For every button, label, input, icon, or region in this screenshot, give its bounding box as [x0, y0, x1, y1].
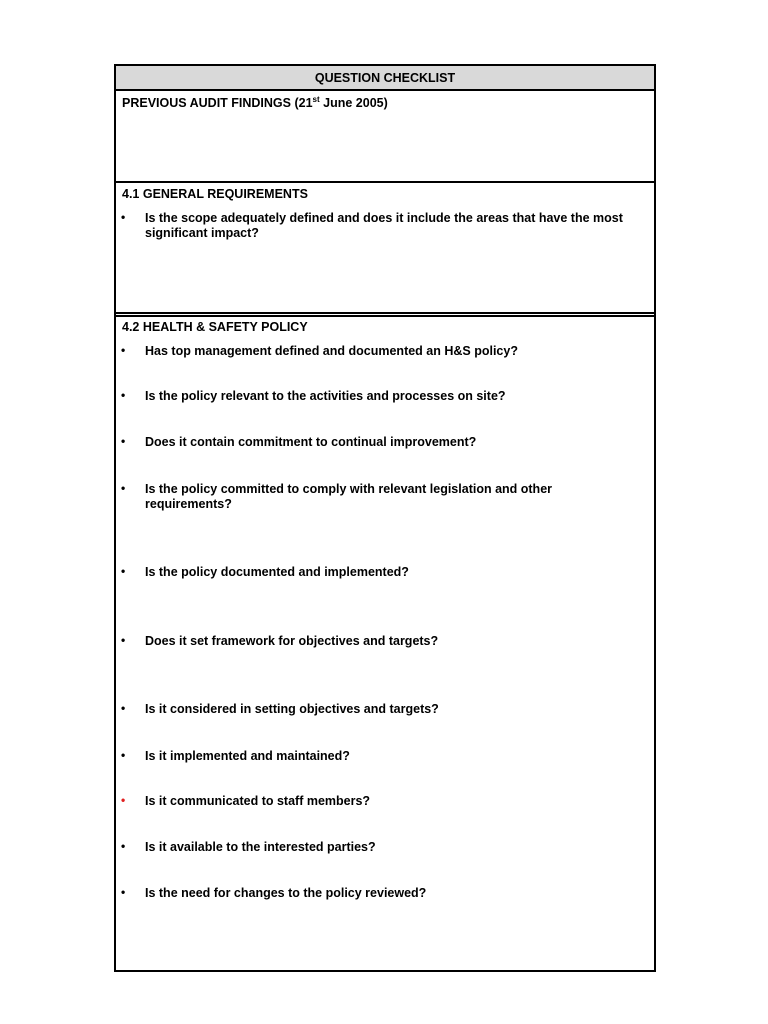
- bullet-icon: •: [121, 210, 126, 224]
- bullet-icon: •: [121, 748, 126, 762]
- checklist-title: QUESTION CHECKLIST: [116, 66, 654, 91]
- previous-audit-findings-section: [116, 91, 654, 183]
- question-text: Does it contain commitment to continual improvement?: [145, 435, 477, 449]
- audit-heading-sup: st: [312, 95, 320, 104]
- question-text: Is it implemented and maintained?: [145, 749, 350, 763]
- bullet-icon: •: [121, 388, 126, 402]
- bullet-icon: •: [121, 481, 126, 495]
- question-checklist-table: [114, 64, 656, 972]
- question-text: Has top management defined and documented an H&S policy?: [145, 344, 518, 358]
- bullet-icon: •: [121, 564, 126, 578]
- question-text: Is it considered in setting objectives and targets?: [145, 702, 439, 716]
- question-text: Is the need for changes to the policy reviewed?: [145, 886, 427, 900]
- bullet-icon: •: [121, 434, 126, 448]
- question-text: Does it set framework for objectives and targets?: [145, 634, 439, 648]
- bullet-icon: •: [121, 701, 126, 715]
- bullet-icon: •: [121, 343, 126, 357]
- question-text: Is it communicated to staff members?: [145, 794, 371, 808]
- bullet-icon: •: [121, 633, 126, 647]
- bullet-icon: •: [121, 885, 126, 899]
- question-text: Is the scope adequately defined and does it include the areas that have the most significant impact?: [145, 211, 623, 240]
- bullet-icon-highlighted: •: [121, 793, 126, 807]
- bullet-icon: •: [121, 839, 126, 853]
- question-text: Is it available to the interested parties?: [145, 840, 376, 854]
- audit-heading-prefix: PREVIOUS AUDIT FINDINGS (21: [122, 96, 313, 111]
- question-text: Is the policy relevant to the activities and processes on site?: [145, 389, 506, 403]
- question-text: Is the policy documented and implemented?: [145, 565, 409, 579]
- health-safety-policy-heading: 4.2 HEALTH & SAFETY POLICY: [122, 320, 308, 334]
- audit-heading-suffix: June 2005): [319, 96, 388, 111]
- general-requirements-heading: 4.1 GENERAL REQUIREMENTS: [122, 187, 308, 201]
- general-requirements-section: [116, 183, 654, 314]
- question-text: Is the policy committed to comply with relevant legislation and other requirements?: [145, 482, 553, 511]
- health-safety-policy-section: [116, 316, 654, 972]
- previous-audit-findings-heading: [122, 95, 388, 110]
